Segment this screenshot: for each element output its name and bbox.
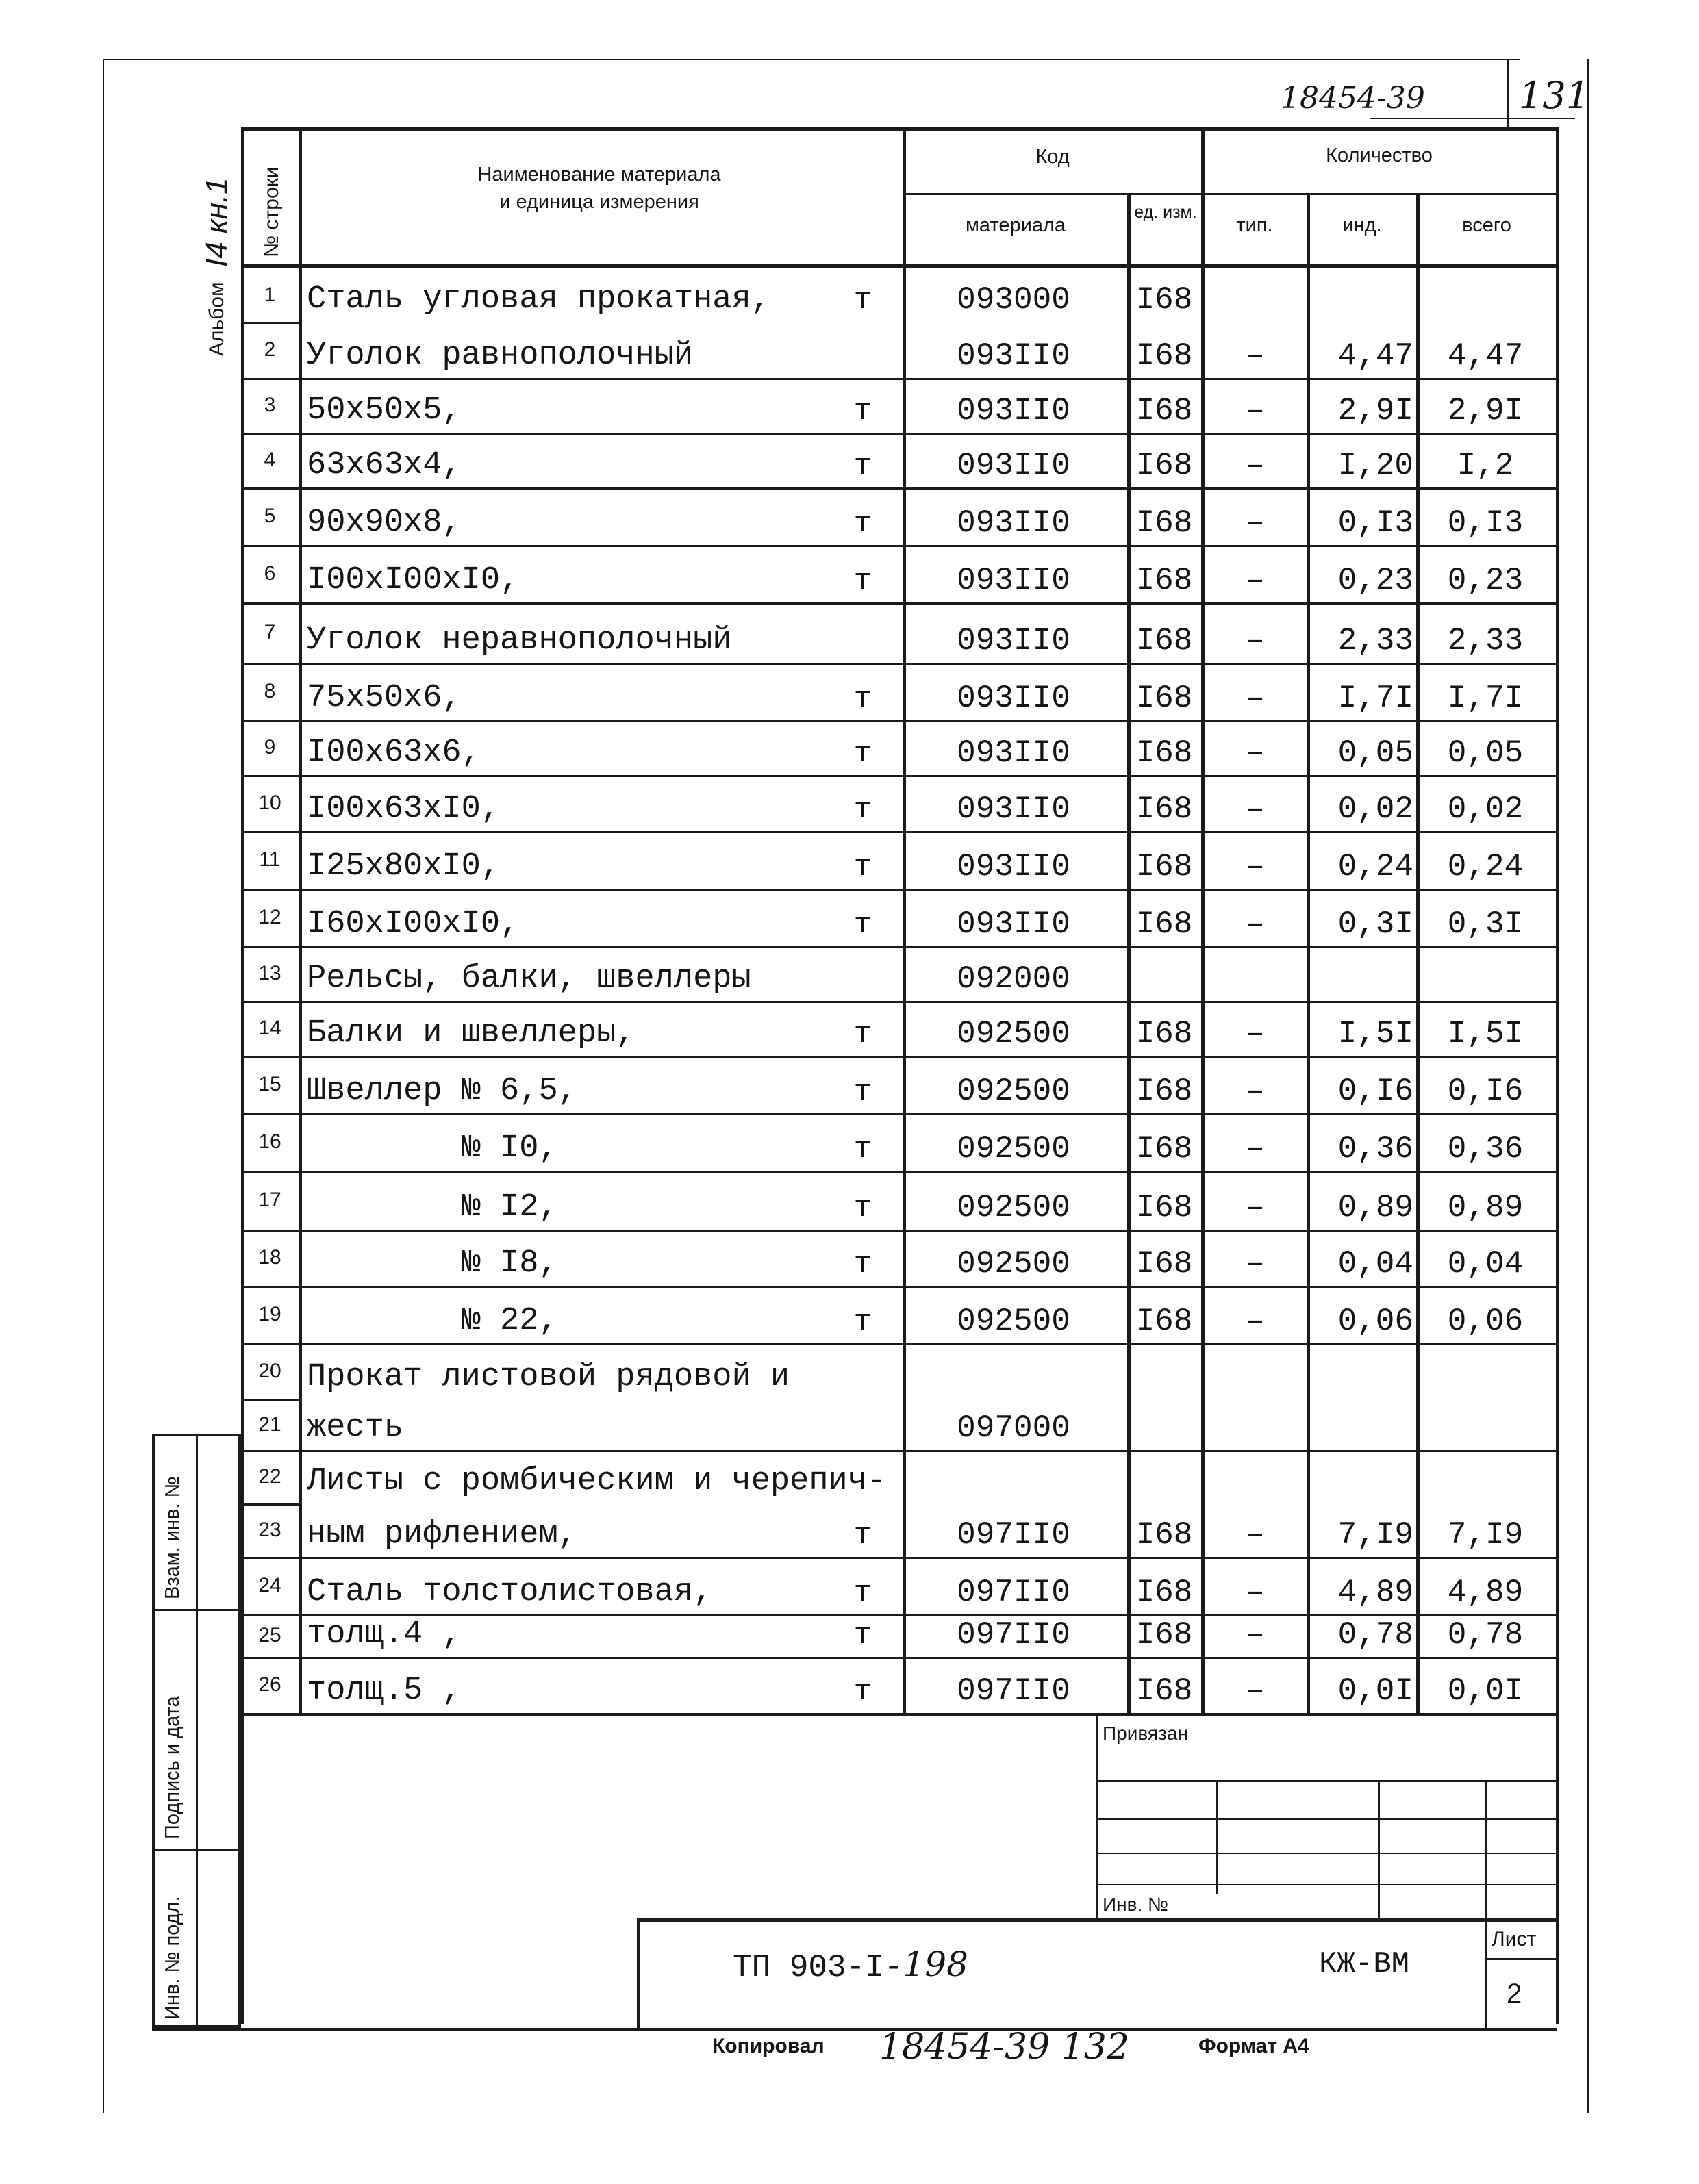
cell-code: 093II0 [957, 791, 1070, 827]
copied-label: Копировал [712, 2035, 825, 2057]
cell-typ: – [1246, 393, 1265, 429]
cell-code: 093II0 [957, 906, 1070, 942]
cell-name: жесть [307, 1410, 404, 1446]
cell-typ: – [1246, 1673, 1265, 1709]
cell-ind: 0,02 [1337, 791, 1413, 827]
cell-no: 17 [258, 1189, 281, 1211]
cell-no: 16 [258, 1130, 281, 1153]
table-row [0, 775, 1699, 831]
table-row [0, 1230, 1699, 1286]
cell-total [1420, 946, 1550, 1001]
album-label: Альбом [205, 282, 228, 356]
page-number-divider [1507, 59, 1509, 127]
cell-no: 1 [264, 283, 276, 306]
cell-no: 25 [258, 1624, 281, 1647]
cell-code: 093II0 [957, 623, 1070, 659]
cell-typ [1205, 1450, 1305, 1503]
table-row [0, 1657, 1699, 1713]
table-row [0, 889, 1699, 946]
cell-total: 0,05 [1447, 735, 1524, 771]
cell-typ: – [1246, 1190, 1265, 1226]
table-row [0, 1113, 1699, 1171]
cell-total: 0,36 [1447, 1131, 1524, 1167]
cell-name: № I8, [307, 1245, 558, 1282]
privyazan-label: Привязан [1103, 1723, 1188, 1744]
cell-meas: I68 [1135, 282, 1193, 318]
privyazan-line-2 [1096, 1818, 1556, 1820]
cell-ind: 0,06 [1337, 1304, 1413, 1339]
cell-ind: 2,33 [1337, 623, 1413, 659]
header-code-material: материала [965, 214, 1066, 236]
cell-code: 092500 [957, 1131, 1070, 1167]
cell-no: 13 [258, 962, 281, 985]
cell-meas [1129, 1399, 1200, 1450]
table-row [0, 1614, 1699, 1657]
title-block-top [637, 1918, 1556, 1922]
cell-ind [1309, 1450, 1416, 1503]
cell-total [1420, 1343, 1550, 1399]
cell-code: 092500 [957, 1190, 1070, 1226]
cell-code: 093II0 [957, 735, 1070, 771]
cell-meas: I68 [1135, 505, 1193, 541]
table-row [0, 268, 1699, 322]
cell-typ: – [1246, 791, 1265, 827]
cell-meas: I68 [1135, 338, 1193, 374]
cell-code [904, 1450, 1123, 1503]
cell-unit: т [853, 1675, 872, 1709]
cell-total: 4,47 [1447, 338, 1524, 374]
left-stamp-line-2 [152, 1849, 241, 1851]
cell-ind: 0,0I [1337, 1673, 1413, 1709]
cell-name: I00x63xI0, [307, 791, 501, 827]
cell-unit: т [853, 1519, 872, 1553]
cell-no: 20 [258, 1360, 281, 1382]
top-border-line [103, 59, 1520, 60]
cell-name: I60xI00xI0, [307, 906, 520, 942]
cell-name: № I2, [307, 1189, 558, 1226]
sheet-code: КЖ-ВМ [1319, 1947, 1410, 1981]
cell-meas: I68 [1135, 1673, 1193, 1709]
title-block-left [637, 1918, 640, 2028]
cell-typ: – [1246, 1246, 1265, 1282]
header-name-line1: Наименование материала [477, 164, 721, 186]
table-row [0, 1001, 1699, 1056]
cell-name: ным рифлением, [307, 1516, 577, 1553]
cell-typ: – [1246, 563, 1265, 598]
cell-typ: – [1246, 906, 1265, 942]
cell-no: 5 [264, 505, 276, 527]
cell-code: 092500 [957, 1016, 1070, 1052]
header-code-unit: ед. изм. [1134, 203, 1197, 222]
cell-total: I,5I [1447, 1016, 1524, 1052]
cell-ind: 4,89 [1337, 1575, 1413, 1610]
cell-typ: – [1246, 1016, 1265, 1052]
cell-total: 0,02 [1447, 791, 1524, 827]
cell-typ: – [1246, 681, 1265, 716]
cell-name: Прокат листовой рядовой и [307, 1359, 790, 1395]
cell-name: Швеллер № 6,5, [307, 1073, 577, 1109]
cell-meas [1129, 946, 1200, 1001]
cell-name: толщ.5 , [307, 1673, 462, 1709]
cell-name: Уголок неравнополочный [307, 622, 732, 659]
cell-no: 26 [258, 1673, 281, 1696]
cell-total: 0,78 [1447, 1617, 1524, 1653]
cell-code: 092500 [957, 1304, 1070, 1339]
header-mid-line [903, 193, 1556, 195]
cell-unit: т [853, 793, 872, 827]
cell-ind: I,20 [1337, 448, 1413, 483]
cell-typ: – [1246, 1575, 1265, 1610]
cell-unit [842, 1399, 883, 1450]
header-name-line2: и единица измерения [499, 191, 699, 213]
privyazan-line-4 [1096, 1884, 1556, 1885]
cell-no: 9 [264, 736, 276, 759]
cell-unit: т [853, 507, 872, 541]
cell-total: 4,89 [1447, 1575, 1524, 1610]
cell-total: 0,0I [1447, 1673, 1524, 1709]
inv-no-label: Инв. № [1103, 1894, 1169, 1915]
table-row [0, 1557, 1699, 1614]
project-code-hand: 198 [903, 1944, 968, 1984]
cell-unit [842, 946, 883, 1001]
cell-meas: I68 [1135, 1517, 1193, 1553]
cell-name: 50x50x5, [307, 392, 462, 429]
cell-typ: – [1246, 1131, 1265, 1167]
cell-unit: т [853, 394, 872, 429]
stamp-podpis-label: Подпись и дата [162, 1696, 184, 1839]
cell-meas: I68 [1135, 393, 1193, 429]
cell-code: 093II0 [957, 505, 1070, 541]
sheet-label-line [1485, 1958, 1556, 1960]
cell-meas: I68 [1135, 563, 1193, 598]
cell-ind [1309, 268, 1416, 322]
cell-total: I,2 [1457, 448, 1514, 483]
cell-no: 12 [258, 906, 281, 928]
cell-name: I00x63x6, [307, 735, 481, 771]
table-row [0, 1286, 1699, 1343]
cell-no: 14 [258, 1017, 281, 1039]
cell-no: 4 [264, 448, 276, 471]
table-row [0, 378, 1699, 433]
page-number-underline [1370, 118, 1575, 119]
cell-code: 097II0 [957, 1517, 1070, 1553]
table-row [0, 663, 1699, 720]
cell-name: Балки и швеллеры, [307, 1015, 635, 1052]
cell-name: Листы с ромбическим и черепич- [307, 1463, 887, 1499]
cell-code: 097II0 [957, 1575, 1070, 1610]
format-label: Формат А4 [1198, 2035, 1309, 2057]
cell-total: 0,3I [1447, 906, 1524, 942]
cell-code: 093II0 [957, 448, 1070, 483]
cell-meas: I68 [1135, 1074, 1193, 1109]
cell-meas: I68 [1135, 1246, 1193, 1282]
cell-code: 092000 [957, 961, 1070, 997]
cell-unit: т [853, 1017, 872, 1052]
header-bottom [241, 264, 1556, 268]
header-code: Код [1035, 146, 1070, 168]
cell-unit: т [853, 682, 872, 716]
cell-meas [1129, 1343, 1200, 1399]
cell-ind: 0,I3 [1337, 505, 1413, 541]
table-top [241, 127, 1556, 131]
table-row [0, 545, 1699, 602]
header-row-no: № строки [260, 166, 283, 257]
cell-code: 093II0 [957, 338, 1070, 374]
cell-total: 0,I6 [1447, 1074, 1524, 1109]
cell-no: 8 [264, 680, 276, 702]
cell-code: 093II0 [957, 681, 1070, 716]
cell-code: 092500 [957, 1246, 1070, 1282]
cell-total: 2,9I [1447, 393, 1524, 429]
cell-ind: 0,24 [1337, 849, 1413, 885]
cell-no: 15 [258, 1073, 281, 1095]
page-bottom-line [152, 2028, 1557, 2031]
cell-ind: 2,9I [1337, 393, 1413, 429]
cell-typ: – [1246, 735, 1265, 771]
table-row [0, 433, 1699, 487]
cell-unit [842, 322, 883, 378]
cell-typ: – [1246, 849, 1265, 885]
cell-typ: – [1246, 1617, 1265, 1653]
cell-code: 093II0 [957, 849, 1070, 885]
cell-meas: I68 [1135, 1304, 1193, 1339]
privyazan-line-3 [1096, 1853, 1556, 1854]
page-number: 131 [1519, 74, 1590, 117]
cell-unit [842, 1450, 883, 1503]
left-stamp-line-1 [152, 1609, 241, 1611]
sheet-number: 2 [1507, 1979, 1522, 2009]
cell-meas: I68 [1135, 906, 1193, 942]
cell-no: 11 [259, 848, 281, 871]
cell-meas: I68 [1135, 623, 1193, 659]
cell-meas: I68 [1135, 681, 1193, 716]
cell-unit: т [853, 1075, 872, 1109]
cell-ind [1309, 1399, 1416, 1450]
cell-unit: т [853, 283, 872, 318]
cell-no: 7 [264, 621, 276, 644]
album-number: I4 кн.1 [200, 177, 234, 267]
cell-ind: 0,78 [1337, 1617, 1413, 1653]
cell-typ [1205, 1399, 1305, 1450]
cell-unit: т [853, 449, 872, 483]
header-qty-total: всего [1462, 214, 1511, 236]
stamp-inv-podl-label: Инв. № подл. [162, 1896, 184, 2020]
cell-unit: т [853, 1247, 872, 1282]
cell-ind: 0,05 [1337, 735, 1413, 771]
cell-code: 097000 [957, 1410, 1070, 1446]
cell-total: 0,23 [1447, 563, 1524, 598]
cell-ind: 0,04 [1337, 1246, 1413, 1282]
cell-name: Сталь толстолистовая, [307, 1574, 713, 1610]
cell-typ: – [1246, 505, 1265, 541]
header-quantity: Количество [1326, 144, 1433, 166]
cell-total: 0,04 [1447, 1246, 1524, 1282]
header-qty-typ: тип. [1236, 214, 1273, 236]
cell-typ: – [1246, 1517, 1265, 1553]
cell-no: 10 [258, 791, 281, 814]
table-row [0, 1399, 1699, 1450]
table-row [0, 1503, 1699, 1557]
cell-meas: I68 [1135, 448, 1193, 483]
cell-name: Рельсы, балки, швеллеры [307, 961, 751, 997]
cell-name: Сталь угловая прокатная, [307, 281, 770, 318]
cell-name: 63x63x4, [307, 447, 462, 483]
cell-meas: I68 [1135, 849, 1193, 885]
cell-name: 75x50x6, [307, 680, 462, 716]
cell-unit: т [853, 737, 872, 771]
table-row [0, 720, 1699, 775]
cell-typ: – [1246, 338, 1265, 374]
cell-ind: 7,I9 [1337, 1517, 1413, 1553]
privyazan-col-1 [1216, 1780, 1218, 1894]
cell-no: 6 [264, 562, 276, 585]
table-row [0, 1343, 1699, 1399]
cell-total: 0,06 [1447, 1304, 1524, 1339]
cell-code: 093II0 [957, 563, 1070, 598]
stamp-vzam-label: Взам. инв. № [162, 1476, 184, 1599]
cell-total [1420, 268, 1550, 322]
cell-meas: I68 [1135, 1575, 1193, 1610]
cell-total: 0,I3 [1447, 505, 1524, 541]
cell-unit: т [853, 1576, 872, 1610]
cell-unit [842, 1343, 883, 1399]
privyazan-col-3 [1485, 1780, 1487, 2028]
cell-no: 24 [258, 1574, 281, 1597]
cell-ind: I,7I [1337, 681, 1413, 716]
cell-unit: т [853, 850, 872, 885]
cell-ind [1309, 946, 1416, 1001]
cell-ind: I,5I [1337, 1016, 1413, 1052]
cell-meas: I68 [1135, 1131, 1193, 1167]
privyazan-left [1096, 1713, 1098, 1918]
sheet-label: Лист [1492, 1928, 1537, 1951]
cell-unit: т [853, 1305, 872, 1339]
cell-total [1420, 1450, 1550, 1503]
cell-no: 2 [264, 338, 276, 361]
table-row [0, 322, 1699, 378]
cell-unit: т [853, 1191, 872, 1226]
cell-typ [1205, 1343, 1305, 1399]
privyazan-col-2 [1378, 1780, 1380, 1918]
table-row [0, 602, 1699, 663]
cell-meas: I68 [1135, 1190, 1193, 1226]
cell-total [1420, 1399, 1550, 1450]
cell-name: 90x90x8, [307, 505, 462, 541]
cell-no: 18 [258, 1246, 281, 1269]
cell-name: Уголок равнополочный [307, 338, 694, 374]
cell-typ: – [1246, 623, 1265, 659]
header-qty-ind: инд. [1342, 214, 1382, 236]
cell-ind [1309, 1343, 1416, 1399]
cell-meas: I68 [1135, 791, 1193, 827]
cell-code: 097II0 [957, 1617, 1070, 1653]
cell-code: 092500 [957, 1074, 1070, 1109]
cell-total: I,7I [1447, 681, 1524, 716]
copied-hand: 18454-39 132 [879, 2027, 1129, 2068]
cell-meas: I68 [1135, 735, 1193, 771]
cell-ind: 0,3I [1337, 906, 1413, 942]
cell-unit [842, 602, 883, 663]
cell-code [904, 1343, 1123, 1399]
cell-typ: – [1246, 1074, 1265, 1109]
cell-ind: 0,36 [1337, 1131, 1413, 1167]
cell-no: 21 [258, 1413, 281, 1436]
doc-number: 18454-39 [1281, 81, 1425, 116]
cell-typ: – [1246, 448, 1265, 483]
cell-total: 7,I9 [1447, 1517, 1524, 1553]
cell-no: 3 [264, 394, 276, 416]
cell-total: 0,89 [1447, 1190, 1524, 1226]
project-code [733, 1944, 968, 1985]
cell-unit: т [853, 1618, 872, 1653]
cell-unit: т [853, 564, 872, 598]
cell-meas: I68 [1135, 1016, 1193, 1052]
cell-ind: 4,47 [1337, 338, 1413, 374]
cell-meas: I68 [1135, 1617, 1193, 1653]
table-row [0, 1450, 1699, 1503]
cell-no: 23 [258, 1519, 281, 1541]
cell-code: 093000 [957, 282, 1070, 318]
privyazan-line-1 [1096, 1780, 1556, 1782]
table-row [0, 1056, 1699, 1113]
cell-meas [1129, 1450, 1200, 1503]
cell-name: № 22, [307, 1303, 558, 1339]
table-row [0, 831, 1699, 889]
cell-no: 19 [258, 1303, 281, 1325]
project-code-text: ТП 903-I- [733, 1950, 903, 1985]
cell-name: I00xI00xI0, [307, 562, 520, 598]
cell-ind: 0,89 [1337, 1190, 1413, 1226]
table-row [0, 946, 1699, 1001]
cell-name: I25x80xI0, [307, 848, 501, 885]
cell-unit: т [853, 908, 872, 942]
cell-ind: 0,I6 [1337, 1074, 1413, 1109]
cell-typ [1205, 268, 1305, 322]
cell-total: 0,24 [1447, 849, 1524, 885]
left-stamp-divider [196, 1434, 198, 2028]
cell-name: толщ.4 , [307, 1616, 462, 1653]
cell-code: 093II0 [957, 393, 1070, 429]
cell-name: № I0, [307, 1130, 558, 1167]
cell-unit: т [853, 1132, 872, 1167]
table-row [0, 1171, 1699, 1230]
cell-typ: – [1246, 1304, 1265, 1339]
cell-code: 097II0 [957, 1673, 1070, 1709]
table-row [0, 487, 1699, 545]
cell-ind: 0,23 [1337, 563, 1413, 598]
cell-total: 2,33 [1447, 623, 1524, 659]
cell-typ [1205, 946, 1305, 1001]
cell-no: 22 [258, 1465, 281, 1488]
